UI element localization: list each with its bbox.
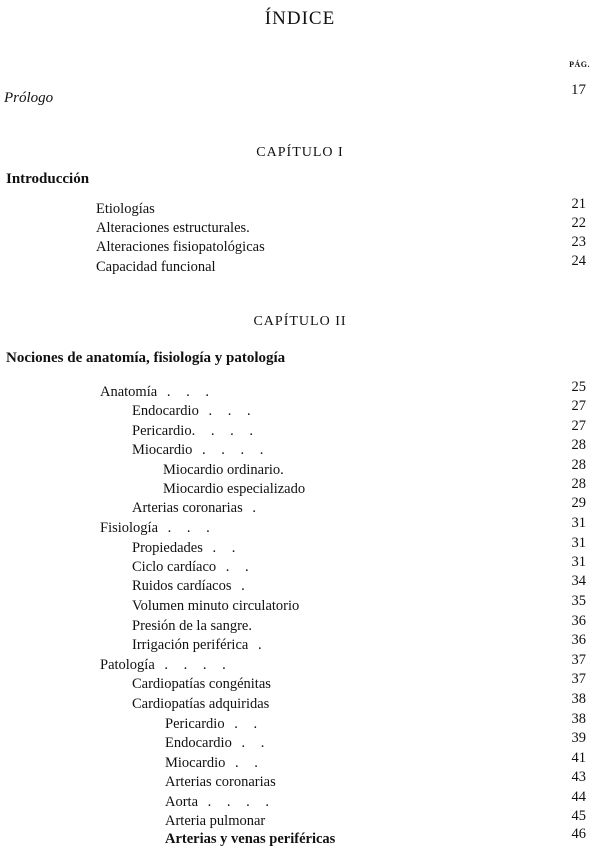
toc-page-number: 31	[571, 535, 586, 551]
toc-page-number: 37	[571, 652, 586, 668]
toc-page-number: 38	[571, 711, 586, 727]
toc-entry: Aorta . . . .	[165, 794, 276, 810]
toc-entry: Arterias y venas periféricas	[165, 831, 336, 847]
toc-entry: Miocardio especializado	[163, 481, 306, 497]
toc-entry: Volumen minuto circulatorio	[132, 598, 300, 614]
prologue-entry: Prólogo	[4, 90, 54, 106]
toc-page-number: 22	[571, 215, 586, 231]
toc-entry: Patología . . . .	[100, 657, 232, 673]
toc-page-number: 28	[571, 437, 586, 453]
prologue-page-number: 17	[571, 82, 586, 98]
toc-page-number: 28	[571, 457, 586, 473]
page-column-header: PÁG.	[569, 60, 590, 69]
chapter-2-section-title: Nociones de anatomía, fisiología y patología	[6, 350, 286, 366]
toc-entry: Arterias coronarias .	[132, 500, 262, 516]
toc-entry: Miocardio . .	[165, 755, 264, 771]
toc-entry: Capacidad funcional	[96, 259, 216, 275]
toc-entry: Ruidos cardíacos .	[132, 578, 251, 594]
toc-page-number: 44	[571, 789, 586, 805]
toc-entry: Fisiología . . .	[100, 520, 216, 536]
chapter-2-heading: CAPÍTULO II	[253, 314, 347, 329]
chapter-1-section-title: Introducción	[6, 171, 90, 187]
toc-entry: Anatomía . . .	[100, 384, 215, 400]
toc-entry: Alteraciones fisiopatológicas	[96, 239, 265, 255]
toc-page-number: 38	[571, 691, 586, 707]
toc-page-number: 27	[571, 418, 586, 434]
toc-entry: Arterias coronarias	[165, 774, 276, 790]
toc-entry: Cardiopatías adquiridas	[132, 696, 270, 712]
toc-page-number: 45	[571, 808, 586, 824]
toc-entry: Miocardio . . . .	[132, 442, 270, 458]
toc-entry: Propiedades . .	[132, 540, 242, 556]
chapter-1-heading: CAPÍTULO I	[256, 145, 344, 160]
toc-entry: Endocardio . . .	[132, 403, 257, 419]
toc-entry: Alteraciones estructurales.	[96, 220, 250, 236]
toc-entry: Pericardio . .	[165, 716, 264, 732]
toc-page-number: 46	[571, 826, 586, 842]
toc-entry: Ciclo cardíaco . .	[132, 559, 255, 575]
toc-page-number: 41	[571, 750, 586, 766]
toc-entry: Irrigación periférica .	[132, 637, 268, 653]
toc-page-number: 43	[571, 769, 586, 785]
toc-page-number: 31	[571, 554, 586, 570]
toc-page-number: 35	[571, 593, 586, 609]
toc-page-number: 29	[571, 495, 586, 511]
toc-entry: Endocardio . .	[165, 735, 271, 751]
toc-entry: Etiologías	[96, 201, 155, 217]
toc-page-number: 28	[571, 476, 586, 492]
toc-entry: Miocardio ordinario.	[163, 462, 284, 478]
toc-page-number: 31	[571, 515, 586, 531]
toc-page-number: 34	[571, 573, 586, 589]
toc-entry: Presión de la sangre.	[132, 618, 258, 634]
page-title: ÍNDICE	[264, 8, 336, 29]
toc-page-number: 39	[571, 730, 586, 746]
toc-page-number: 25	[571, 379, 586, 395]
toc-entry: Arteria pulmonar	[165, 813, 266, 829]
toc-page-number: 36	[571, 632, 586, 648]
toc-page-number: 21	[571, 196, 586, 212]
toc-page-number: 24	[571, 253, 586, 269]
toc-entry: Cardiopatías congénitas	[132, 676, 271, 692]
toc-page-number: 27	[571, 398, 586, 414]
toc-page-number: 23	[571, 234, 586, 250]
toc-entry: Pericardio. . . .	[132, 423, 259, 439]
toc-page-number: 36	[571, 613, 586, 629]
toc-page-number: 37	[571, 671, 586, 687]
